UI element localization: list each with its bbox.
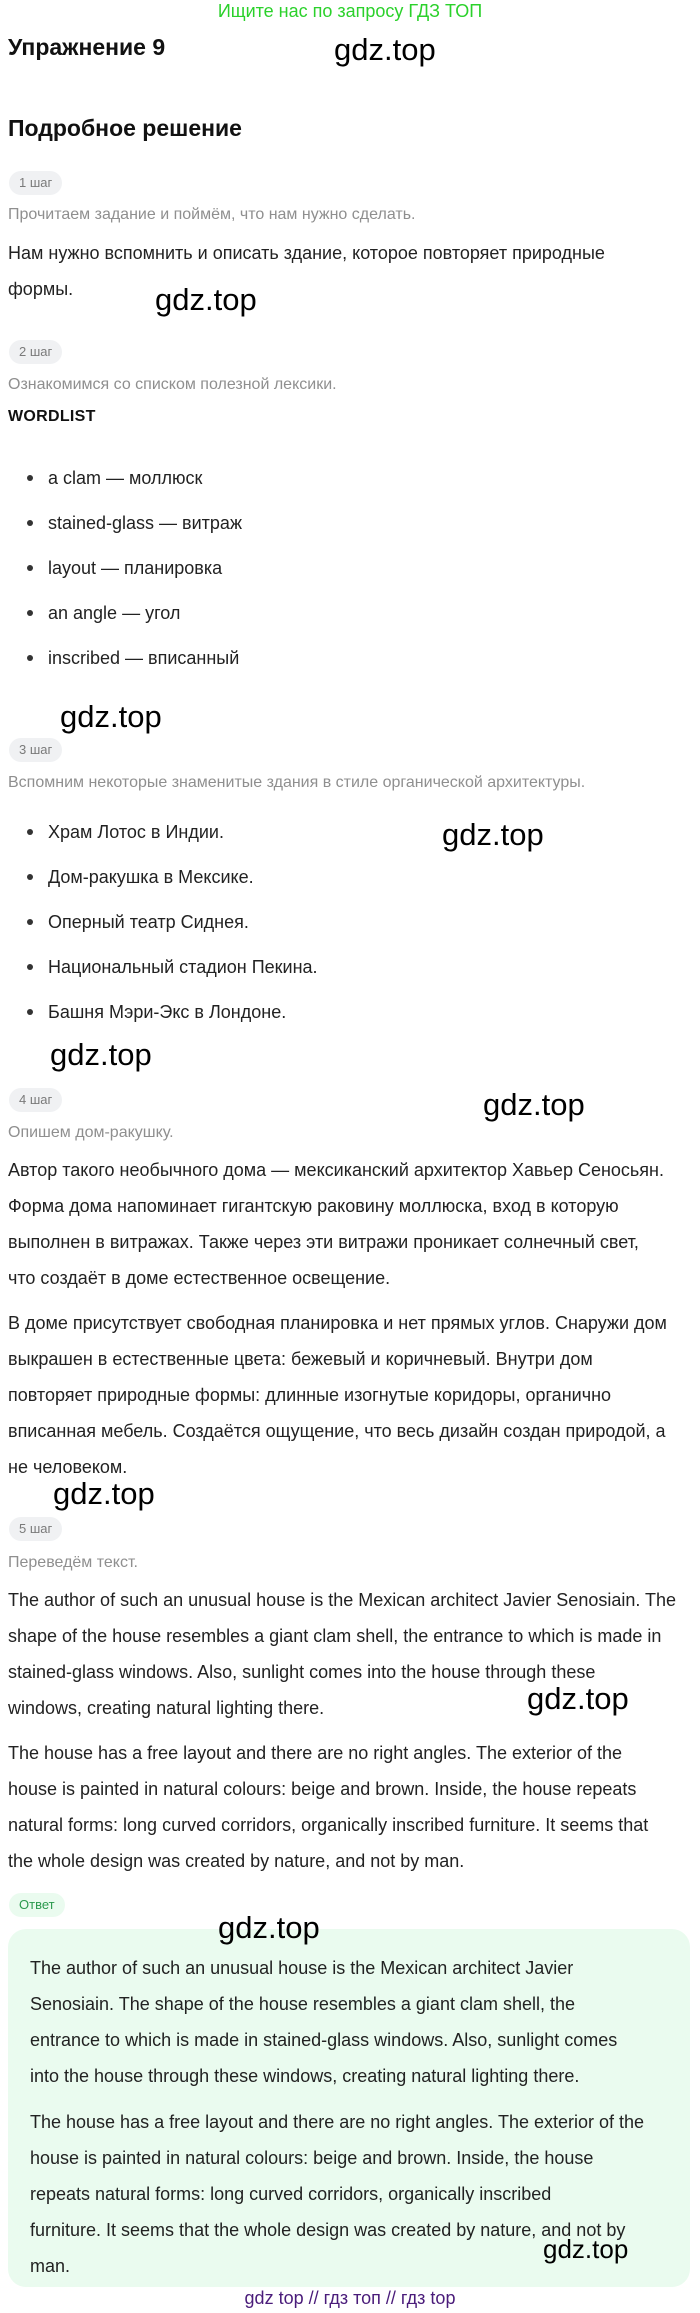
step-4-text-line: В доме присутствует свободная планировка и нет прямых углов. Снаружи дом (8, 1313, 667, 1333)
answer-text-line: entrance to which is made in stained-glass windows. Also, sunlight comes (30, 2030, 618, 2050)
step-1-chip: 1 шаг (9, 171, 62, 195)
step-2-chip: 2 шаг (9, 340, 62, 364)
answer-chip: Ответ (9, 1893, 65, 1917)
step-4-text-line: Форма дома напоминает гигантскую раковину моллюска, вход в которую (8, 1196, 619, 1216)
wordlist-item: an angle — угол (48, 603, 181, 623)
step-1-hint: Прочитаем задание и поймём, что нам нужно сделать. (8, 206, 416, 223)
step-5-text-line: windows, creating natural lighting there. (8, 1698, 325, 1718)
step-4-chip: 4 шаг (9, 1088, 62, 1112)
wordlist-item: layout — планировка (48, 558, 223, 578)
step-5-hint: Переведём текст. (8, 1554, 138, 1571)
answer-text-line: house is painted in natural colours: beige and brown. Inside, the house (30, 2148, 594, 2168)
step-4-text-line: не человеком. (8, 1457, 128, 1477)
step-4-text-line: Автор такого необычного дома — мексиканский архитектор Хавьер Сеносьян. (8, 1160, 664, 1180)
watermark: gdz.top (218, 1910, 320, 1945)
exercise-title: Упражнение 9 (8, 34, 166, 60)
building-item: Храм Лотос в Индии. (48, 822, 224, 842)
building-item: Башня Мэри-Экс в Лондоне. (48, 1002, 287, 1022)
step-5-text-line: the whole design was created by nature, and not by man. (8, 1851, 465, 1871)
watermark: gdz.top (543, 2234, 629, 2264)
watermark: gdz.top (155, 282, 257, 317)
step-1-text-line: формы. (8, 279, 74, 299)
watermark: gdz.top (527, 1681, 629, 1716)
step-4-text-line: вписанная мебель. Создаётся ощущение, что весь дизайн создан природой, а (8, 1421, 666, 1441)
search-hint-banner: Ищите нас по запросу ГДЗ ТОП (217, 1, 483, 21)
watermark: gdz.top (442, 817, 544, 852)
wordlist-item: inscribed — вписанный (48, 648, 240, 668)
step-3-hint: Вспомним некоторые знаменитые здания в стиле органической архитектуры. (8, 774, 586, 791)
answer-text-line: Senosiain. The shape of the house resembles a giant clam shell, the (30, 1994, 576, 2014)
step-1-text-line: Нам нужно вспомнить и описать здание, которое повторяет природные (8, 243, 605, 263)
building-item: Оперный театр Сиднея. (48, 912, 249, 932)
step-3-chip: 3 шаг (9, 738, 62, 762)
answer-text-line: furniture. It seems that the whole design was created by nature, and not by (30, 2220, 626, 2240)
step-5-text-line: house is painted in natural colours: beige and brown. Inside, the house repeats (8, 1779, 637, 1799)
answer-text-line: into the house through these windows, creating natural lighting there. (30, 2066, 580, 2086)
wordlist-item: stained-glass — витраж (48, 513, 242, 533)
building-item: Национальный стадион Пекина. (48, 957, 318, 977)
watermark: gdz.top (60, 699, 162, 734)
step-2-hint: Ознакомимся со списком полезной лексики. (8, 376, 337, 393)
footer-links[interactable]: gdz top // гдз топ // гдз top (244, 2288, 456, 2308)
watermark: gdz.top (334, 32, 436, 67)
answer-text-line: The author of such an unusual house is the Mexican architect Javier (30, 1958, 574, 1978)
answer-text-line: man. (30, 2256, 71, 2276)
step-4-hint: Опишем дом-ракушку. (8, 1124, 174, 1141)
step-4-text-line: выкрашен в естественные цвета: бежевый и коричневый. Внутри дом (8, 1349, 593, 1369)
wordlist-title: WORDLIST (8, 408, 96, 425)
watermark: gdz.top (483, 1087, 585, 1122)
wordlist-item: a clam — моллюск (48, 468, 203, 488)
step-4-text-line: что создаёт в доме естественное освещение. (8, 1268, 391, 1288)
watermark: gdz.top (53, 1476, 155, 1511)
step-5-text-line: The author of such an unusual house is the Mexican architect Javier Senosiain. The (8, 1590, 677, 1610)
building-item: Дом-ракушка в Мексике. (48, 867, 254, 887)
section-title: Подробное решение (8, 115, 242, 141)
step-5-chip: 5 шаг (9, 1517, 62, 1541)
answer-text-line: repeats natural forms: long curved corridors, organically inscribed (30, 2184, 552, 2204)
answer-text-line: The house has a free layout and there are no right angles. The exterior of the (30, 2112, 645, 2132)
step-4-text-line: повторяет природные формы: длинные изогнутые коридоры, органично (8, 1385, 612, 1405)
step-5-text-line: natural forms: long curved corridors, organically inscribed furniture. It seems that (8, 1815, 649, 1835)
step-5-text-line: stained-glass windows. Also, sunlight comes into the house through these (8, 1662, 596, 1682)
step-4-text-line: выполнен в витражах. Также через эти витражи проникает солнечный свет, (8, 1232, 639, 1252)
step-5-text-line: shape of the house resembles a giant clam shell, the entrance to which is made in (8, 1626, 662, 1646)
watermark: gdz.top (50, 1037, 152, 1072)
step-5-text-line: The house has a free layout and there are no right angles. The exterior of the (8, 1743, 623, 1763)
